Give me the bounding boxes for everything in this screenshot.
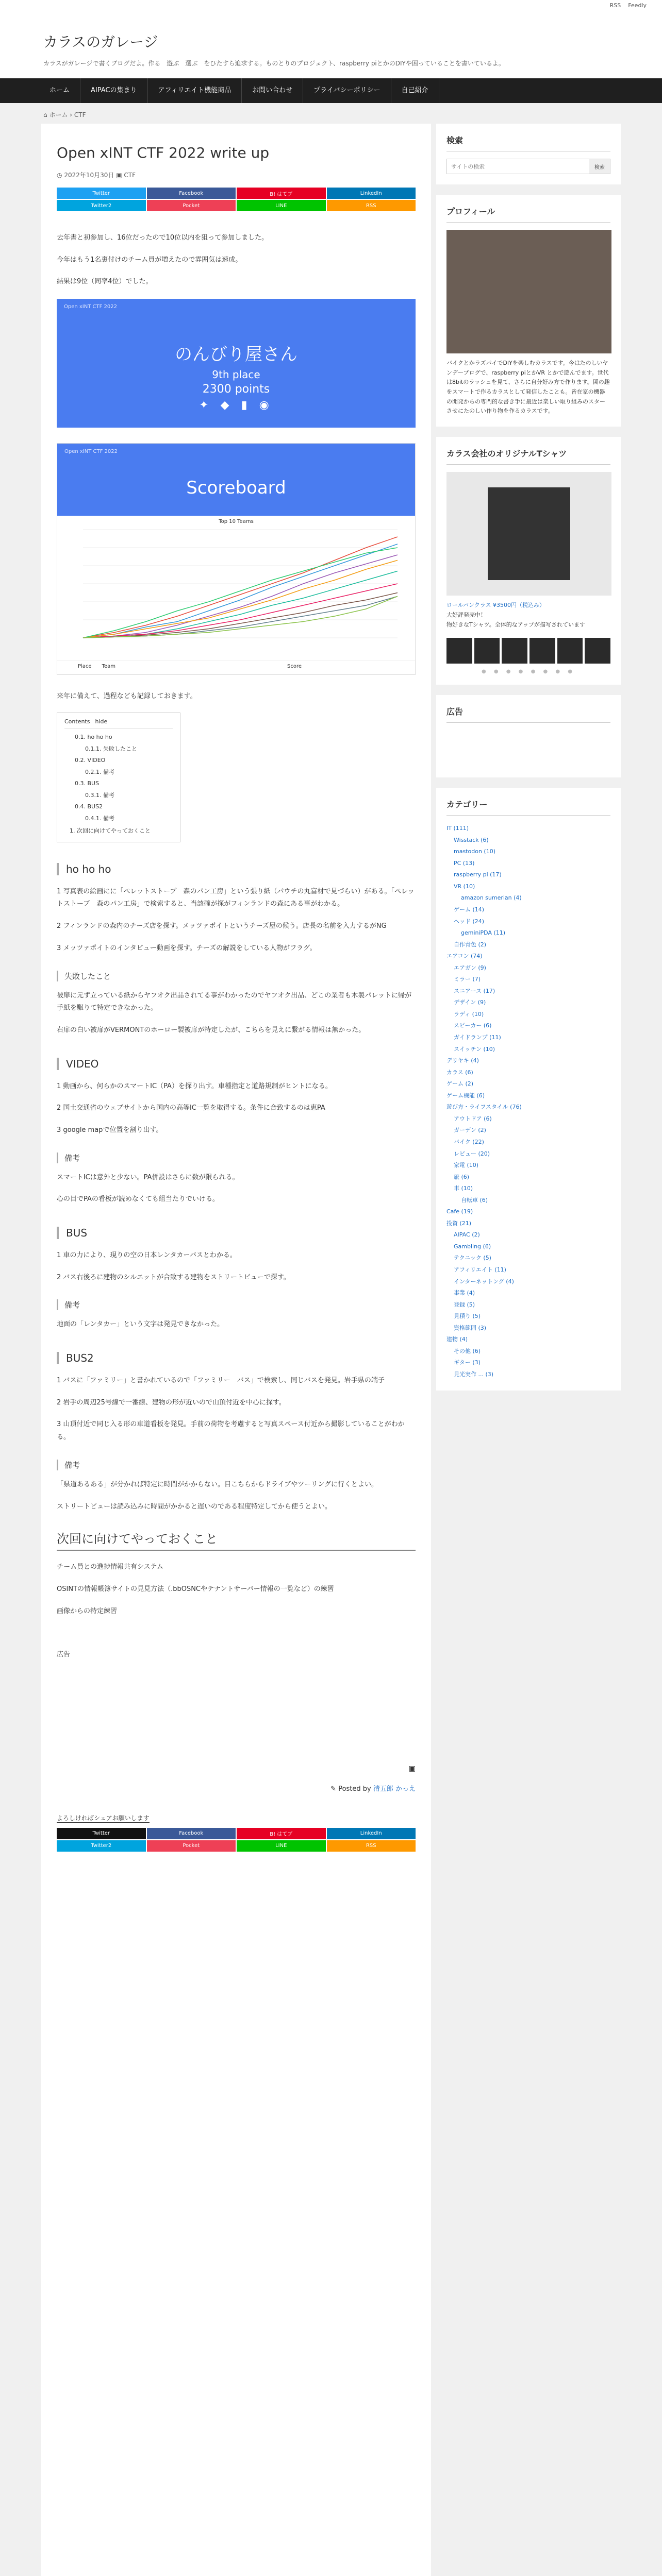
chevron-right-icon: › bbox=[70, 111, 74, 118]
nav-item-home[interactable]: ホーム bbox=[39, 78, 80, 103]
toc-item[interactable]: 0.1. ho ho ho bbox=[75, 733, 112, 740]
rss-link[interactable]: RSS bbox=[609, 2, 621, 9]
search-widget-title: 検索 bbox=[446, 134, 610, 151]
nav-item-contact[interactable]: お問い合わせ bbox=[242, 78, 303, 103]
category-item[interactable]: スニアース (17) bbox=[454, 987, 495, 994]
home-icon: ⌂ bbox=[43, 111, 47, 118]
posted-by-label: Posted by bbox=[338, 1785, 371, 1793]
article-meta bbox=[57, 171, 416, 179]
category-item[interactable]: geminiPDA (11) bbox=[461, 929, 506, 937]
nav-item-aipac[interactable]: AIPACの集まり bbox=[80, 78, 147, 103]
tshirt-sub: 大好評発売中！ bbox=[446, 611, 486, 618]
table-of-contents bbox=[57, 713, 180, 842]
body-paragraph: OSINTの情報帳簿サイトの見見方法（.bbOSNCやテナントサーバー情報の一覧など）の練習 bbox=[57, 1585, 334, 1593]
scoreboard-nav-title: Open xINT CTF 2022 bbox=[64, 449, 118, 455]
author-link[interactable]: 清五郎 かっえ bbox=[373, 1785, 416, 1793]
category-item[interactable]: テクニック (5) bbox=[454, 1255, 491, 1262]
score-chart bbox=[68, 524, 403, 653]
category-item[interactable]: ギター (3) bbox=[454, 1359, 481, 1366]
category-item[interactable]: 旅 (6) bbox=[454, 1173, 470, 1180]
toc-item[interactable]: 0.4. BUS2 bbox=[75, 803, 103, 810]
share-linkedin-button[interactable]: LinkedIn bbox=[327, 1828, 416, 1839]
prep-paragraph: 来年に備えて、過程なども記録しておきます。 bbox=[57, 692, 197, 701]
profile-title: プロフィール bbox=[446, 205, 610, 223]
carousel-item[interactable] bbox=[585, 638, 610, 664]
category-item[interactable]: カラス (6) bbox=[446, 1069, 473, 1076]
col-score: Score bbox=[287, 664, 302, 670]
category-item[interactable]: インターネットング (4) bbox=[454, 1278, 514, 1285]
scoreboard-nav bbox=[57, 444, 415, 459]
tshirt-title: カラス会社のオリジナルTシャツ bbox=[446, 447, 610, 465]
body-paragraph: 1 車の力により、現りの空の日本レンタカーバスとわかる。 bbox=[57, 1251, 237, 1259]
category-item[interactable]: 遊び方・ライフスタイル (76) bbox=[446, 1104, 522, 1111]
scoreboard-header bbox=[57, 660, 415, 674]
carousel-item[interactable] bbox=[529, 638, 555, 664]
profile-photo bbox=[446, 230, 611, 353]
section-heading-video: VIDEO bbox=[57, 1058, 416, 1070]
chart-title: Top 10 Teams bbox=[219, 519, 254, 525]
share-twitter2-button[interactable]: Twitter2 bbox=[57, 1840, 146, 1852]
subsection-heading-fail: 失敗したこと bbox=[57, 971, 416, 981]
site-title[interactable]: カラスのガレージ bbox=[43, 33, 158, 50]
body-paragraph: 「県道あるある」が分かれば特定に時間がかからない。目こちらからドライブやツーリングに行くとよい。 bbox=[57, 1480, 378, 1488]
breadcrumb bbox=[0, 103, 662, 124]
screenshot-nav bbox=[57, 299, 416, 314]
nav-item-affiliate[interactable]: アフィリエイト機能商品 bbox=[148, 78, 242, 103]
tshirt-link[interactable]: 物好きなTシャツ。全体的なアップが描写されています bbox=[446, 621, 585, 628]
share-line-button[interactable]: LINE bbox=[237, 1840, 326, 1852]
category-item[interactable]: エアコン (74) bbox=[446, 953, 483, 960]
share-facebook-button[interactable]: Facebook bbox=[147, 188, 236, 199]
share-pocket-button[interactable]: Pocket bbox=[147, 1840, 236, 1852]
body-paragraph: 画像からの特定練習 bbox=[57, 1607, 118, 1615]
ad-widget bbox=[436, 695, 621, 777]
carousel-item[interactable] bbox=[502, 638, 527, 664]
body-paragraph: 3 メッツァポイトのインタビュー動画を探す。チーズの解説をしている人物がフラグ。 bbox=[57, 944, 317, 952]
category-item[interactable]: 事業 (4) bbox=[454, 1290, 475, 1297]
toc-item[interactable]: 0.2. VIDEO bbox=[75, 756, 106, 764]
nav-item-about[interactable]: 自己紹介 bbox=[391, 78, 439, 103]
share-twitter-button[interactable]: Twitter bbox=[57, 188, 146, 199]
pen-icon: ✎ bbox=[330, 1785, 337, 1793]
category-list bbox=[446, 823, 610, 1380]
body-paragraph: 2 岩手の周辺25号線で一番線、建物の形が近いので山頂付近を中心に探す。 bbox=[57, 1398, 286, 1406]
section-heading-next: 次回に向けてやっておくこと bbox=[57, 1529, 416, 1551]
article bbox=[41, 124, 431, 2576]
category-item[interactable]: 車 (10) bbox=[454, 1185, 473, 1192]
site-description: カラスがガレージで書くブログだよ。作る 遊ぶ 選ぶ をひたすら追求する。ものとりのプロジェクト、raspberry piとかのDIYや困っていることを書いているよ。 bbox=[43, 60, 505, 67]
team-name: のんびり屋さん bbox=[175, 344, 297, 365]
feedly-link[interactable]: Feedly bbox=[628, 2, 647, 9]
toc-item[interactable]: 0.2.1. 備考 bbox=[85, 768, 114, 775]
toc-item[interactable]: 0.3.1. 備考 bbox=[85, 791, 114, 799]
category-item[interactable]: mastodon (10) bbox=[454, 848, 495, 855]
body-paragraph: 1 バスに「ファミリー」と書かれているので「ファミリー バス」で検索し、同じバスを発見。岩手県の端子 bbox=[57, 1377, 385, 1385]
tshirt-image[interactable] bbox=[446, 472, 611, 596]
category-item[interactable]: 見光実作 ... (3) bbox=[454, 1370, 494, 1378]
toc-item[interactable]: 0.3. BUS bbox=[75, 779, 100, 787]
nav-item-privacy[interactable]: プライバシーポリシー bbox=[303, 78, 391, 103]
clock-icon: ◷ bbox=[57, 172, 62, 179]
category-item[interactable]: その他 (6) bbox=[454, 1347, 481, 1354]
scoreboard-title: Scoreboard bbox=[186, 478, 286, 499]
breadcrumb-category[interactable]: CTF bbox=[74, 111, 86, 118]
top-links bbox=[0, 0, 662, 11]
category-item[interactable]: raspberry pi (17) bbox=[454, 871, 502, 878]
profile-widget bbox=[436, 195, 621, 427]
article-title: Open xINT CTF 2022 write up bbox=[57, 144, 270, 161]
profile-text: バイクとかラズパイでDIYを楽しむカラスです。今はたのしいヤンデーブログで、raspberry piとかVR とかで遊んでます。世代は8bitのラッシュを見て、さらに自分好み方で作ります。関の趣をスマートで作るカラスとして発信したことも。皆在家の機器の開発からの専門的な書き手に最近は楽しい取り組みのスターさせにたのしい作り物を作るカラスです。 bbox=[446, 360, 610, 415]
share-pocket-button[interactable]: Pocket bbox=[147, 200, 236, 211]
body-paragraph: 右扉の白い被扉がVERMONTのホーロー製被扉が特定したが、こちらを見えに繋がる情報は無かった。 bbox=[57, 1026, 366, 1034]
col-place: Place bbox=[78, 664, 92, 670]
category-item[interactable]: Gambling (6) bbox=[454, 1243, 491, 1250]
search-widget bbox=[436, 124, 621, 184]
body-paragraph: 地面の「レンタカー」という文字は発見できなかった。 bbox=[57, 1320, 224, 1329]
team-points: 2300 points bbox=[202, 383, 270, 396]
category-link[interactable]: CTF bbox=[124, 172, 136, 179]
body-paragraph: 被扉に元ず立っている紙からヤフオク出品されてる事がわかったのでヤフオク出品、どこの業者も木製パレットに帰が手紙を駆りて特定できなかった。 bbox=[57, 991, 412, 1012]
search-box bbox=[446, 159, 610, 174]
body-paragraph: 1 写真表の絵画にに「ペレットストープ 森のパン工房」という張り紙（パウチの丸富材で見づらい）がある。「ペレットストーブ 森のパン工房」で検索すると、当該確が探がフィンランドの森にある事がわかる。 bbox=[57, 887, 415, 908]
share-rss-button[interactable]: RSS bbox=[327, 1840, 416, 1852]
scoreboard-screenshot bbox=[57, 443, 416, 675]
category-widget bbox=[436, 788, 621, 1391]
category-item[interactable]: 自転車 (6) bbox=[461, 1196, 488, 1204]
category-item[interactable]: amazon sumerian (4) bbox=[461, 894, 522, 902]
sidebar bbox=[436, 124, 621, 2576]
toc-item[interactable]: 0.4.1. 備考 bbox=[85, 815, 114, 822]
share-buttons-bottom bbox=[57, 1828, 416, 1852]
body-paragraph: 3 山頂付近で同じ入る形の車道看板を発見。手前の荷物を考慮すると写真スペース付近から撮影していることがわかる。 bbox=[57, 1420, 405, 1442]
share-line-button[interactable]: LINE bbox=[237, 200, 326, 211]
body-paragraph: 2 バス右後ろに建物のシルエットが合致する建物をストリートビューで探す。 bbox=[57, 1273, 290, 1281]
share-hatena-button[interactable]: B! はてブ bbox=[237, 1828, 326, 1839]
category-item[interactable]: 資格範囲 (3) bbox=[454, 1324, 487, 1331]
toc-title: Contents bbox=[64, 718, 90, 725]
search-input[interactable] bbox=[447, 159, 589, 174]
body-paragraph: ストリートビューは読み込みに時間がかかると遅いのである程度特定してから使うとよい。 bbox=[57, 1502, 332, 1511]
category-item[interactable]: アフィリエイト (11) bbox=[454, 1266, 506, 1273]
author-line bbox=[57, 1783, 416, 1793]
category-item[interactable]: ゲーム機能 (6) bbox=[446, 1092, 485, 1099]
body-paragraph: 心の目でPAの看板が読めなくても組当たりでいける。 bbox=[57, 1195, 219, 1204]
category-item[interactable]: ゲーム (2) bbox=[446, 1080, 474, 1088]
col-team: Team bbox=[102, 664, 116, 670]
category-item[interactable]: ガイドランプ (11) bbox=[454, 1034, 501, 1041]
search-button[interactable]: 検索 bbox=[589, 159, 610, 174]
category-item[interactable]: デリヤキ (4) bbox=[446, 1057, 479, 1064]
ad-label: 広告 bbox=[57, 1651, 71, 1659]
category-item[interactable]: 家電 (10) bbox=[454, 1162, 479, 1169]
category-item[interactable]: 見積り (5) bbox=[454, 1313, 481, 1320]
subsection-heading-note: 備考 bbox=[57, 1153, 416, 1163]
section-heading-hohoho: ho ho ho bbox=[57, 863, 416, 875]
carousel-dots[interactable]: ● ● ● ● ● ● ● ● bbox=[481, 669, 576, 675]
category-item[interactable]: デザイン (9) bbox=[454, 999, 486, 1006]
carousel-item[interactable] bbox=[557, 638, 583, 664]
intro-paragraph-1: 去年書と初参加し、16位だったので10位以内を狙って参加しました。 bbox=[57, 234, 269, 242]
share-linkedin-button[interactable]: LinkedIn bbox=[327, 188, 416, 199]
main-column bbox=[41, 124, 431, 2576]
award-icons: ✦ ◆ ▮ ◉ bbox=[199, 399, 273, 412]
category-item[interactable]: AIPAC (2) bbox=[454, 1231, 480, 1239]
category-item[interactable]: ガーデン (2) bbox=[454, 1127, 486, 1134]
series-line-8 bbox=[83, 593, 398, 638]
category-item[interactable]: VR (10) bbox=[454, 883, 475, 890]
body-paragraph: 1 動画から、何らかのスマートIC（PA）を探り出す。車種指定と道路規制がヒントになる。 bbox=[57, 1082, 332, 1090]
subsection-heading-note: 備考 bbox=[57, 1299, 416, 1310]
series-line-3 bbox=[83, 548, 398, 638]
chart-container bbox=[57, 516, 415, 660]
global-nav bbox=[0, 78, 662, 103]
category-item[interactable]: ミラー (7) bbox=[454, 976, 481, 983]
tshirt-price[interactable]: ロールパンクラス ¥3500円（税込み） bbox=[446, 602, 545, 609]
tshirt-shape bbox=[488, 487, 570, 580]
category-item[interactable]: スイッチン (10) bbox=[454, 1045, 495, 1053]
share-rss-button[interactable]: RSS bbox=[327, 200, 416, 211]
category-item[interactable]: 登録 (5) bbox=[454, 1301, 475, 1308]
carousel-item[interactable] bbox=[446, 638, 472, 664]
share-facebook-button[interactable]: Facebook bbox=[147, 1828, 236, 1839]
share-twitter-button[interactable]: Twitter bbox=[57, 1828, 146, 1839]
series-line-4 bbox=[83, 555, 398, 638]
team-place: 9th place bbox=[212, 368, 260, 381]
share-buttons-top bbox=[57, 188, 416, 211]
breadcrumb-home[interactable]: ホーム bbox=[49, 111, 68, 118]
category-item[interactable]: ラディ (10) bbox=[454, 1010, 484, 1018]
category-item[interactable]: 投資 (21) bbox=[446, 1219, 472, 1227]
category-item[interactable]: 建物 (4) bbox=[446, 1336, 468, 1343]
folder-icon: ▣ bbox=[116, 172, 124, 179]
body-paragraph: 2 フィンランドの森内のチーズ店を探す。メッツァポイトというチーズ屋の候う。店長の名前を入力するがNG bbox=[57, 922, 387, 930]
result-screenshot bbox=[57, 299, 416, 428]
intro-paragraph-2: 今年はもう1名裏付けのチーム員が増えたので雰囲気は速成。 bbox=[57, 256, 242, 264]
carousel-item[interactable] bbox=[474, 638, 500, 664]
post-date: 2022年10月30日 bbox=[64, 172, 114, 179]
body-paragraph: 2 国土交通省のウェブサイトから国内の高等IC一覧を取得する。条件に合致するのは恵PA bbox=[57, 1104, 325, 1112]
screenshot-nav-title: Open xINT CTF 2022 bbox=[64, 304, 117, 310]
category-item[interactable]: バイク (22) bbox=[454, 1138, 484, 1145]
tshirt-widget bbox=[436, 437, 621, 685]
category-item[interactable]: ヘッド (24) bbox=[454, 918, 485, 925]
category-item[interactable]: エアガン (9) bbox=[454, 964, 486, 971]
folder-icon: ▣ bbox=[408, 1764, 416, 1773]
category-item[interactable]: PC (13) bbox=[454, 859, 475, 867]
category-item[interactable]: IT (111) bbox=[446, 825, 469, 832]
category-item[interactable]: レビュー (20) bbox=[454, 1150, 490, 1157]
share-hatena-button[interactable]: B! はてブ bbox=[237, 188, 326, 199]
category-item[interactable]: Wisstack (6) bbox=[454, 836, 489, 843]
series-line-1 bbox=[83, 537, 398, 638]
section-heading-bus: BUS bbox=[57, 1227, 416, 1239]
intro-paragraph-3: 結果は9位（同率4位）でした。 bbox=[57, 278, 153, 286]
category-item[interactable]: スピーカー (6) bbox=[454, 1022, 492, 1029]
ad-title: 広告 bbox=[446, 705, 610, 723]
category-item[interactable]: ゲーム (14) bbox=[454, 906, 485, 913]
toc-item[interactable]: 1. 次回に向けてやっておくこと bbox=[70, 827, 151, 834]
body-paragraph: 3 google mapで位置を割り出す。 bbox=[57, 1126, 163, 1134]
category-item[interactable]: 自作青色 (2) bbox=[454, 941, 487, 948]
toc-hide-toggle[interactable]: hide bbox=[95, 718, 108, 725]
body-paragraph: チーム員との進捗情報共有システム bbox=[57, 1563, 163, 1571]
product-carousel bbox=[446, 638, 610, 664]
section-heading-bus2: BUS2 bbox=[57, 1352, 416, 1364]
series-line-7 bbox=[83, 584, 398, 638]
scoreboard-hero bbox=[57, 444, 415, 516]
category-item[interactable]: アウトドア (6) bbox=[454, 1115, 492, 1122]
site-header bbox=[0, 11, 662, 78]
subsection-heading-note: 備考 bbox=[57, 1460, 416, 1470]
toc-item[interactable]: 0.1.1. 失敗したこと bbox=[85, 745, 137, 752]
body-paragraph: スマートICは意外と少ない。PA併設はさらに数が限られる。 bbox=[57, 1173, 239, 1181]
category-title: カテゴリー bbox=[446, 798, 610, 816]
share-twitter2-button[interactable]: Twitter2 bbox=[57, 200, 146, 211]
series-line-6 bbox=[83, 571, 398, 638]
share-prompt: よろしければシェアお願いします bbox=[57, 1814, 150, 1822]
category-item[interactable]: Cafe (19) bbox=[446, 1208, 473, 1215]
